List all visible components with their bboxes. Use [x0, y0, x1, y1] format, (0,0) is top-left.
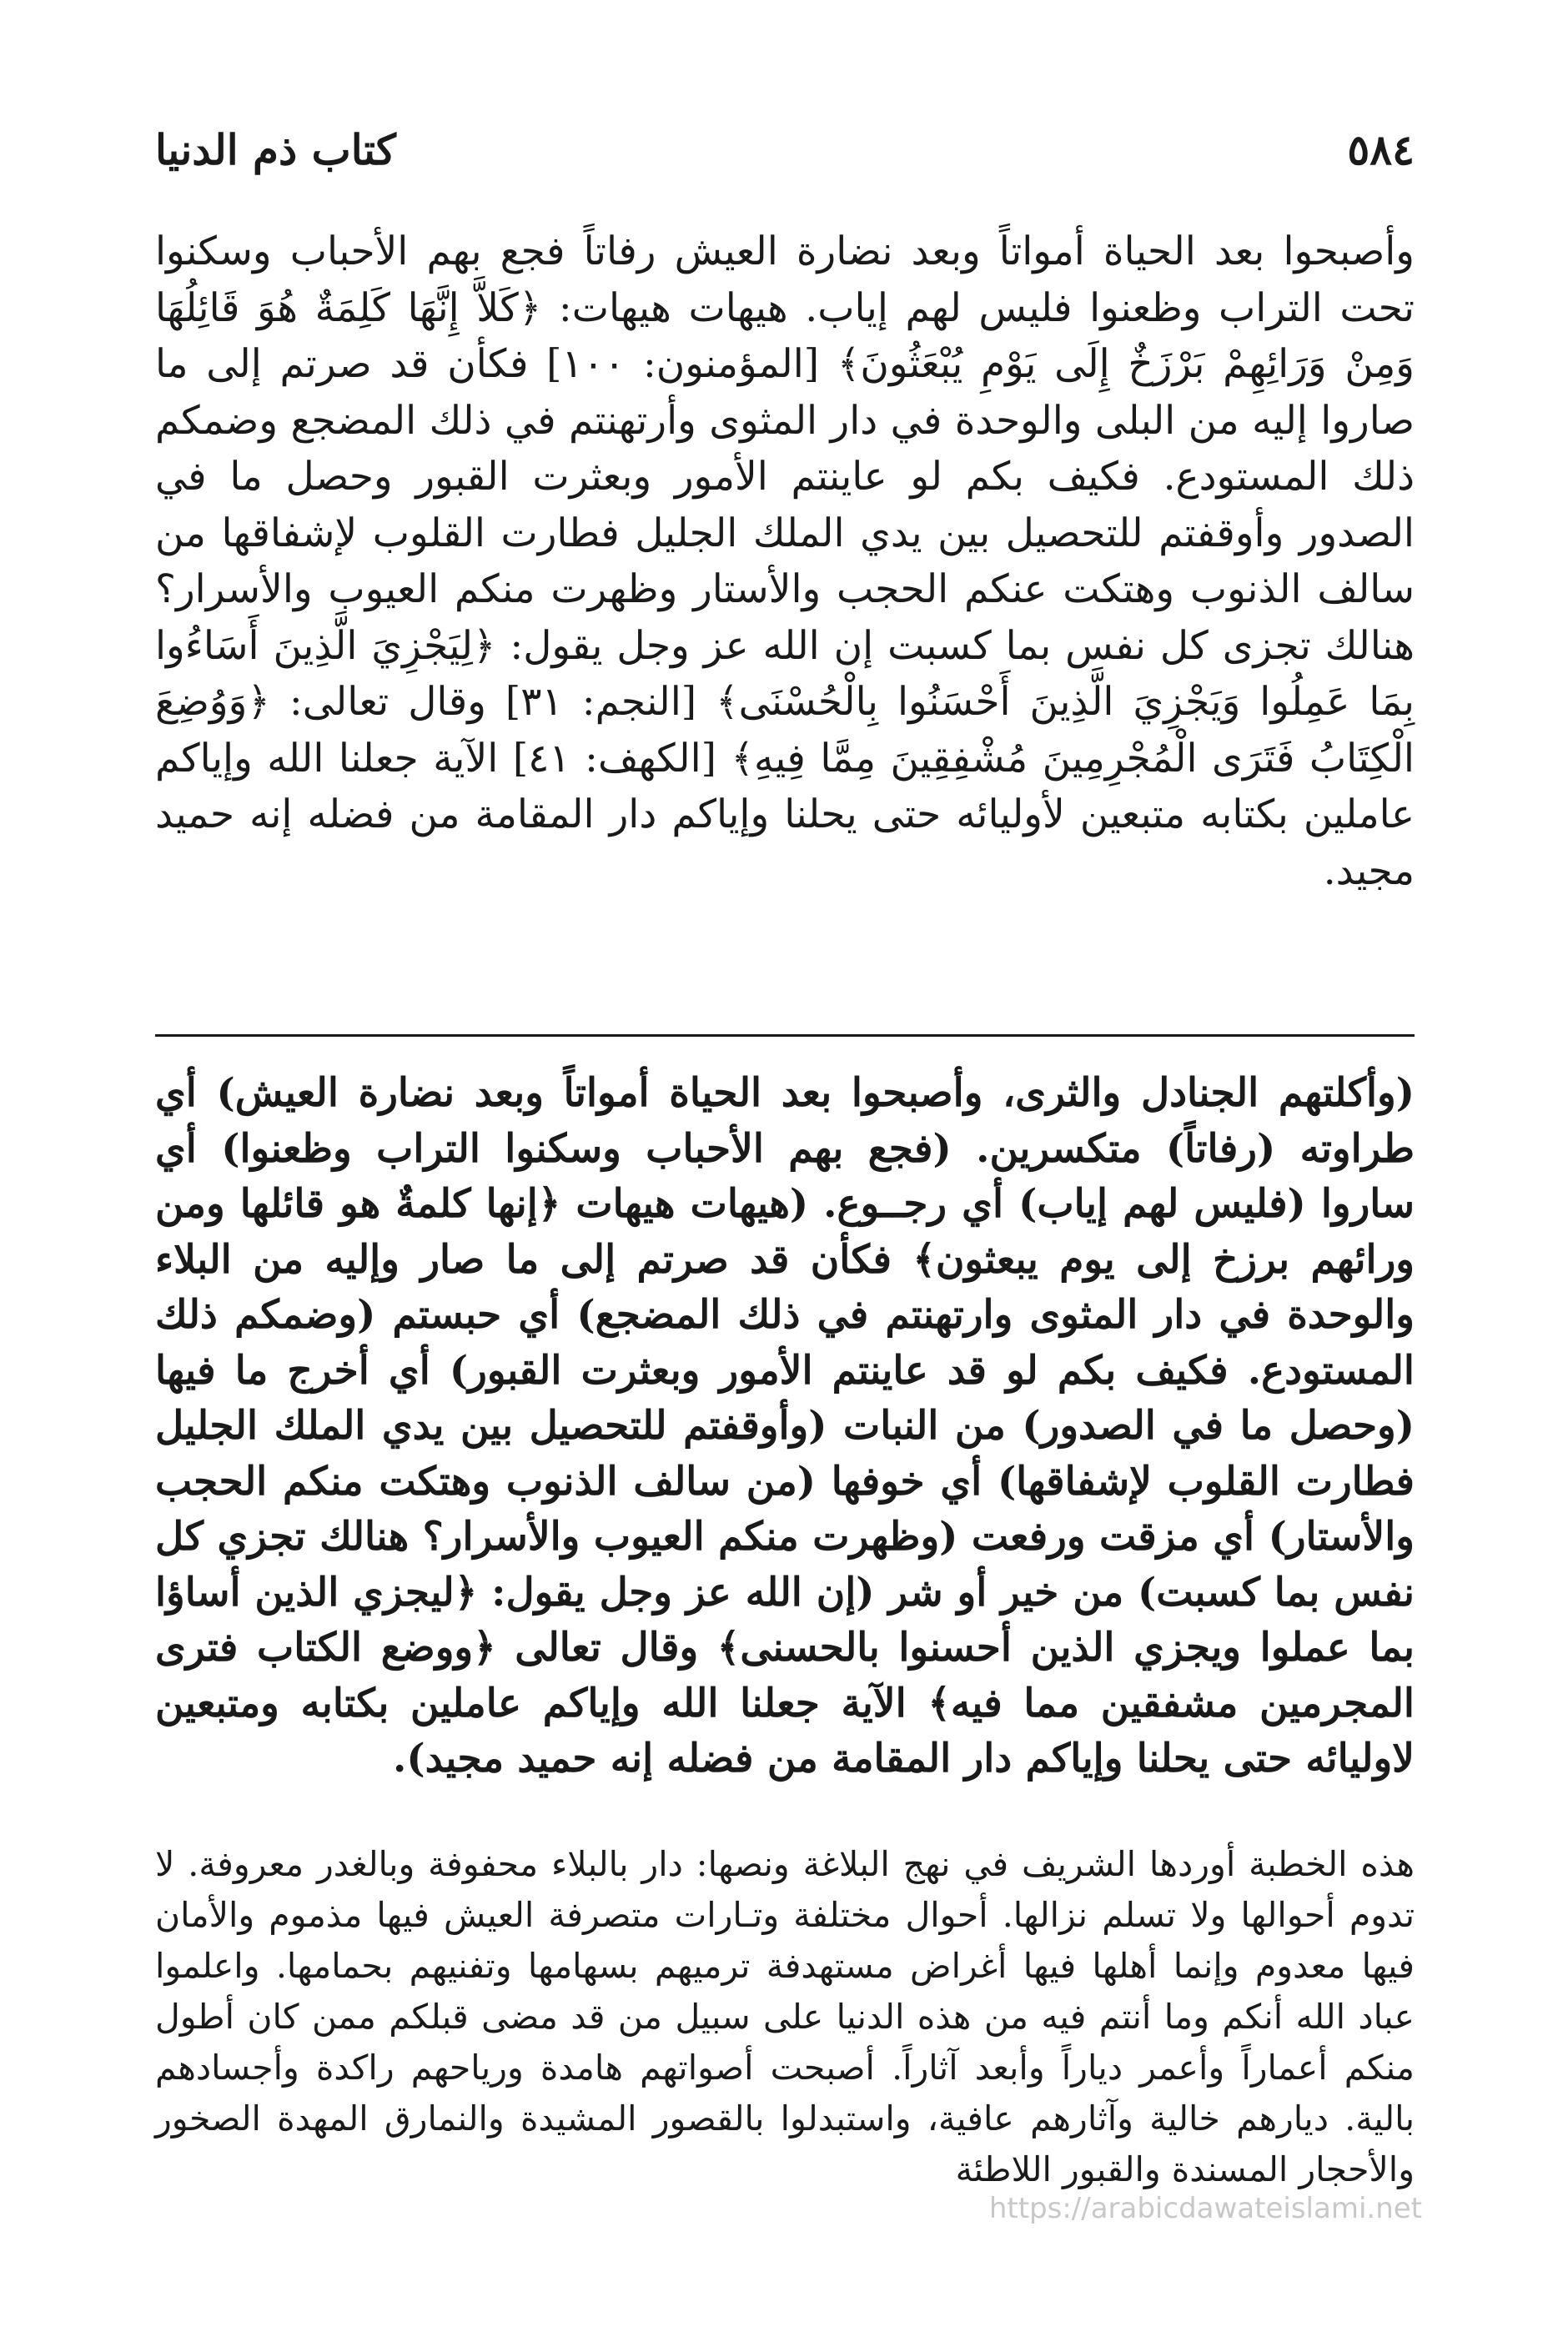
footnote-paragraph: هذه الخطبة أوردها الشريف في نهج البلاغة ونصها: دار بالبلاء محفوفة وبالغدر معروفة. لا تدوم أحوالها ولا تسلم نزالها. أحوال مختلفة وتـارات متصرفة العيش فيها مذموم والأمان فيها معدوم وإنما أهلها فيها أغراض مستهدفة ترميهم بسهامها وتفنيهم بحمامها. واعلموا عباد الله أنكم وما أنتم فيه من هذه الدنيا على سبيل من قد مضى قبلكم ممن كان أطول منكم أعماراً وأعمر دياراً وأبعد آثاراً. أصبحت أصواتهم هامدة ورياحهم راكدة وأجسادهم بالية. ديارهم خالية وآثارهم عافية، واستبدلوا بالقصور المشيدة والنمارق المهدة الصخور والأحجار المسندة والقبور اللاطئة	[155, 1844, 1415, 2189]
footnote-block	[155, 1839, 1415, 2195]
page-header	[155, 125, 1415, 192]
commentary-paragraph: (وأكلتهم الجنادل والثرى، وأصبحوا بعد الحياة أمواتاً وبعد نضارة العيش) أي طراوته (رفاتاً) متكسرين. (فجع بهم الأحباب وسكنوا التراب وظعنوا) أي ساروا (فليس لهم إياب) أي رجــوع. (هيهات هيهات ﴿إنها كلمةٌ هو قائلها ومن ورائهم برزخ إلى يوم يبعثون﴾ فكأن قد صرتم إلى ما صار وإليه من البلاء والوحدة في دار المثوى وارتهنتم في ذلك المضجع) أي حبستم (وضمكم ذلك المستودع. فكيف بكم لو قد عاينتم الأمور وبعثرت القبور) أي أخرج ما فيها (وحصل ما في الصدور) من النبات (وأوقفتم للتحصيل بين يدي الملك الجليل فطارت القلوب لإشفاقها) أي خوفها (من سالف الذنوب وهتكت منكم الحجب والأستار) أي مزقت ورفعت (وظهرت منكم العيوب والأسرار؟ هنالك تجزي كل نفس بما كسبت) من خير أو شر (إن الله عز وجل يقول: ﴿ليجزي الذين أساؤا بما عملوا ويجزي الذين أحسنوا بالحسنى﴾ وقال تعالى ﴿ووضع الكتاب فترى المجرمين مشفقين مما فيه﴾ الآية جعلنا الله وإياكم عاملين بكتابه ومتبعين لاوليائه حتى يحلنا وإياكم دار المقامة من فضله إنه حميد مجيد).	[155, 1070, 1415, 1782]
commentary-block	[155, 1066, 1415, 1787]
running-title: كتاب ذم الدنيا	[155, 125, 396, 174]
main-text-block	[155, 224, 1415, 899]
page-number: ٥٨٤	[1347, 125, 1415, 174]
watermark-url: https://arabicdawateislami.net	[988, 2192, 1422, 2225]
section-divider	[155, 1034, 1415, 1037]
main-paragraph: وأصبحوا بعد الحياة أمواتاً وبعد نضارة العيش رفاتاً فجع بهم الأحباب وسكنوا تحت التراب وظعنوا فليس لهم إياب. هيهات هيهات: ﴿كَلاَّ إِنَّهَا كَلِمَةٌ هُوَ قَائِلُهَا وَمِنْ وَرَائِهِمْ بَرْزَخٌ إِلَى يَوْمِ يُبْعَثُونَ﴾ [المؤمنون: ١٠٠] فكأن قد صرتم إلى ما صاروا إليه من البلى والوحدة في دار المثوى وأرتهنتم في ذلك المضجع وضمكم ذلك المستودع. فكيف بكم لو عاينتم الأمور وبعثرت القبور وحصل ما في الصدور وأوقفتم للتحصيل بين يدي الملك الجليل فطارت القلوب لإشفاقها من سالف الذنوب وهتكت عنكم الحجب والأستار وظهرت منكم العيوب والأسرار؟ هنالك تجزى كل نفس بما كسبت إن الله عز وجل يقول: ﴿لِيَجْزِيَ الَّذِينَ أَسَاءُوا بِمَا عَمِلُوا وَيَجْزِيَ الَّذِينَ أَحْسَنُوا بِالْحُسْنَى﴾ [النجم: ٣١] وقال تعالى: ﴿وَوُضِعَ الْكِتَابُ فَتَرَى الْمُجْرِمِينَ مُشْفِقِينَ مِمَّا فِيهِ﴾ [الكهف: ٤١] الآية جعلنا الله وإياكم عاملين بكتابه متبعين لأوليائه حتى يحلنا وإياكم دار المقامة من فضله إنه حميد مجيد.	[155, 229, 1415, 894]
